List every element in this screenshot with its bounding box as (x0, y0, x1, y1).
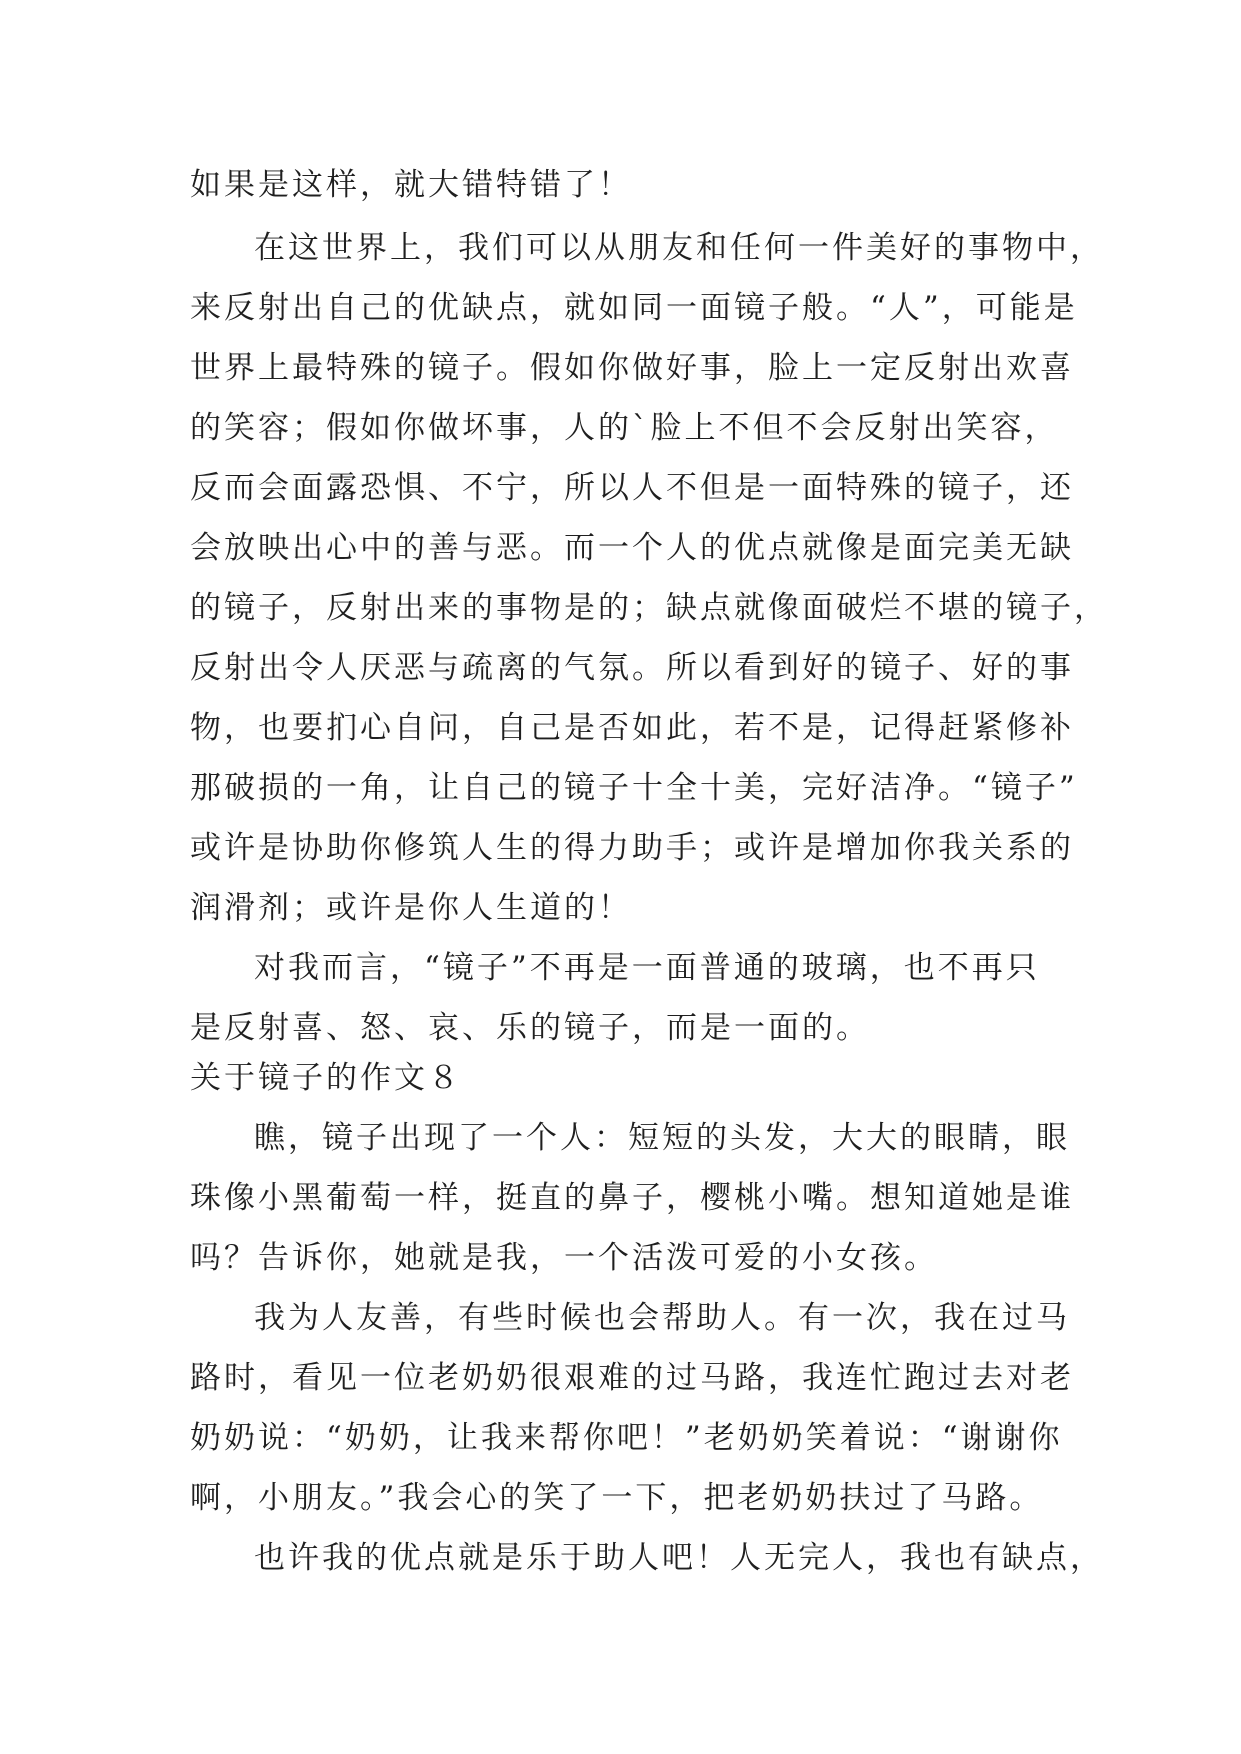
section-heading: 关于镜子的作文８ (190, 1060, 462, 1096)
text-line: 的笑容；假如你做坏事，人的`脸上不但不会反射出笑容， (190, 410, 1059, 446)
text-line: 路时，看见一位老奶奶很艰难的过马路，我连忙跑过去对老 (190, 1360, 1074, 1396)
text-line: 来反射出自己的优缺点，就如同一面镜子般。“人”，可能是 (190, 290, 1078, 326)
text-line: 奶奶说：“奶奶，让我来帮你吧！”老奶奶笑着说：“谢谢你 (190, 1420, 1063, 1456)
text-line: 会放映出心中的善与恶。而一个人的优点就像是面完美无缺 (190, 530, 1074, 566)
text-line: 珠像小黑葡萄一样，挺直的鼻子，樱桃小嘴。想知道她是谁 (190, 1180, 1074, 1216)
text-line: 的镜子，反射出来的事物是的；缺点就像面破烂不堪的镜子， (190, 590, 1108, 626)
text-line: 世界上最特殊的镜子。假如你做好事，脸上一定反射出欢喜 (190, 350, 1074, 386)
text-line: 反射出令人厌恶与疏离的气氛。所以看到好的镜子、好的事 (190, 650, 1074, 686)
text-line: 物，也要扪心自问，自己是否如此，若不是，记得赶紧修补 (190, 710, 1074, 746)
paragraph-start-line: 我为人友善，有些时候也会帮助人。有一次，我在过马 (254, 1300, 1070, 1336)
text-line: 那破损的一角，让自己的镜子十全十美，完好洁净。“镜子” (190, 770, 1078, 806)
text-line: 如果是这样，就大错特错了！ (190, 167, 632, 203)
text-line: 是反射喜、怒、哀、乐的镜子，而是一面的。 (190, 1010, 870, 1046)
text-line: 吗？告诉你，她就是我，一个活泼可爱的小女孩。 (190, 1240, 938, 1276)
paragraph-start-line: 也许我的优点就是乐于助人吧！人无完人，我也有缺点， (254, 1540, 1104, 1576)
paragraph-start-line: 瞧，镜子出现了一个人：短短的头发，大大的眼睛，眼 (254, 1120, 1070, 1156)
text-line: 或许是协助你修筑人生的得力助手；或许是增加你我关系的 (190, 830, 1074, 866)
text-line: 反而会面露恐惧、不宁，所以人不但是一面特殊的镜子，还 (190, 470, 1074, 506)
paragraph-start-line: 在这世界上，我们可以从朋友和任何一件美好的事物中， (254, 230, 1104, 266)
text-line: 啊，小朋友。”我会心的笑了一下，把老奶奶扶过了马路。 (190, 1480, 1044, 1516)
text-line: 润滑剂；或许是你人生道的！ (190, 890, 632, 926)
paragraph-start-line: 对我而言，“镜子”不再是一面普通的玻璃，也不再只 (254, 950, 1040, 986)
